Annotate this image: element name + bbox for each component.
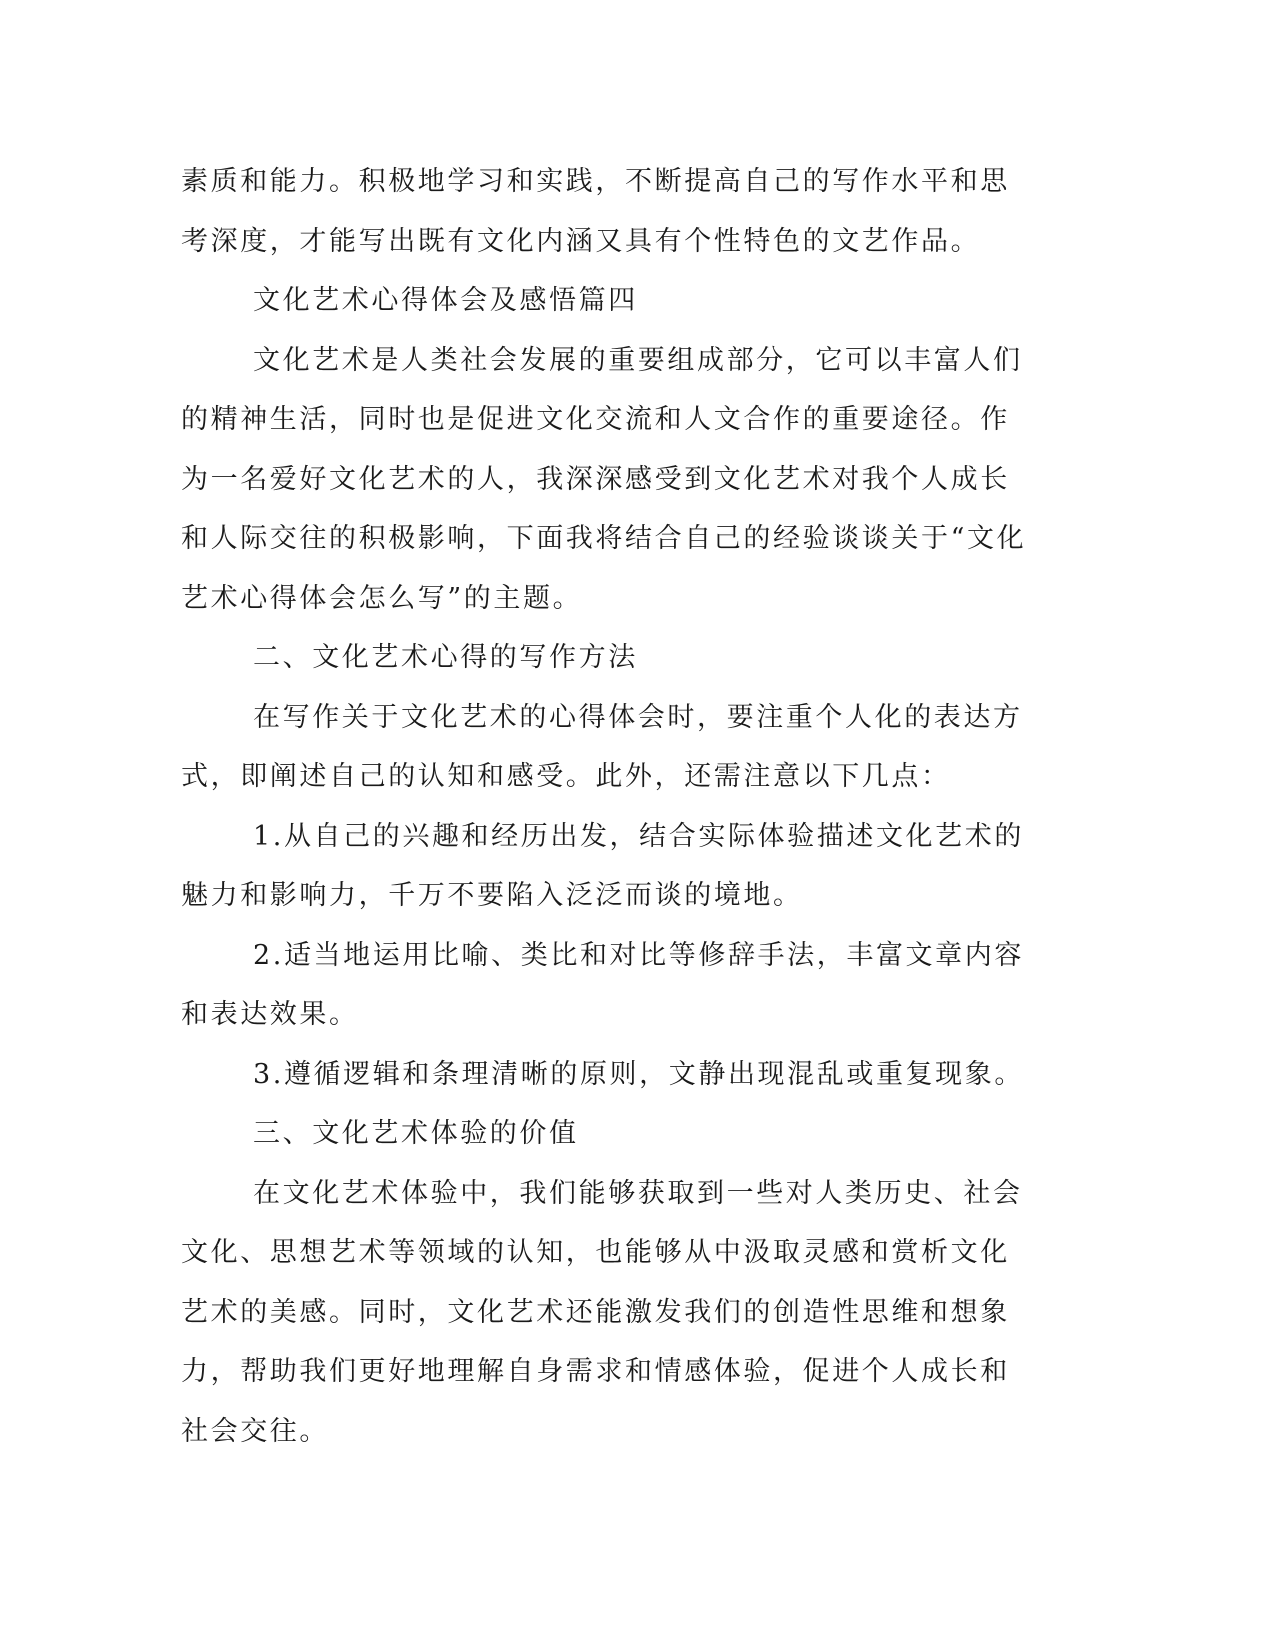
section-heading-part-four: 文化艺术心得体会及感悟篇四 <box>253 285 638 316</box>
section-heading-value: 三、文化艺术体验的价值 <box>253 1118 579 1149</box>
paragraph-writing-method: 在写作关于文化艺术的心得体会时，要注重个人化的表达方式，即阐述自己的认知和感受。此外，还需注意以下几点： <box>181 701 1023 792</box>
paragraph-value: 在文化艺术体验中，我们能够获取到一些对人类历史、社会文化、思想艺术等领域的认知，也能够从中汲取灵感和赏析文化艺术的美感。同时，文化艺术还能激发我们的创造性思维和想象力，帮助我们更好地理解自身需求和情感体验，促进个人成长和社会交往。 <box>181 1177 1023 1447</box>
document-body <box>181 152 1031 1461</box>
paragraph-intro: 文化艺术是人类社会发展的重要组成部分，它可以丰富人们的精神生活，同时也是促进文化交流和人文合作的重要途径。作为一名爱好文化艺术的人，我深深感受到文化艺术对我个人成长和人际交往的积极影响，下面我将结合自己的经验谈谈关于“文化艺术心得体会怎么写”的主题。 <box>181 344 1027 614</box>
paragraph-continuation: 素质和能力。积极地学习和实践，不断提高自己的写作水平和思考深度，才能写出既有文化内涵又具有个性特色的文艺作品。 <box>181 166 1010 257</box>
list-item-2: 2.适当地运用比喻、类比和对比等修辞手法，丰富文章内容和表达效果。 <box>181 939 1024 1030</box>
list-item-3: 3.遵循逻辑和条理清晰的原则，文静出现混乱或重复现象。 <box>253 1058 1024 1090</box>
section-heading-writing-method: 二、文化艺术心得的写作方法 <box>253 642 638 673</box>
list-item-1: 1.从自己的兴趣和经历出发，结合实际体验描述文化艺术的魅力和影响力，千万不要陷入泛泛而谈的境地。 <box>181 820 1024 911</box>
